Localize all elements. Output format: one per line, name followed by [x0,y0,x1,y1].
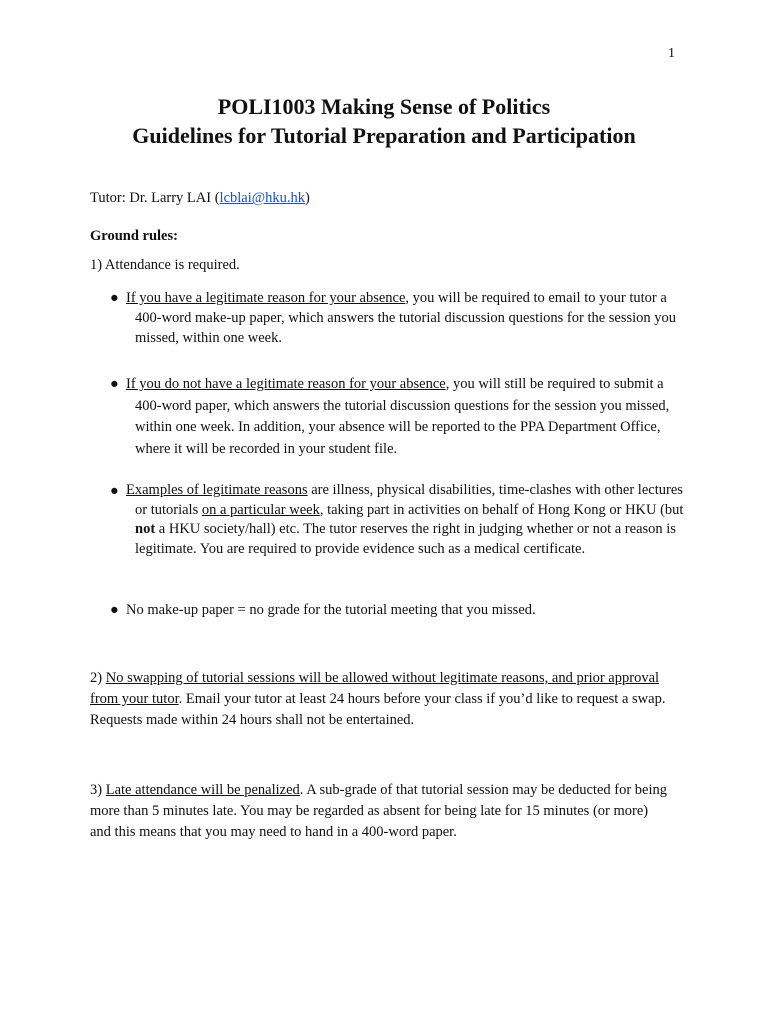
bullet-3-part4: a HKU society/hall) etc. The tutor reserves the right in judging whether or not a reason is legitimate. You are required to provide evidence such as a medical certificate. [135,521,676,557]
document-title: POLI1003 Making Sense of Politics [217,94,551,119]
rule-2-underlined-2: from your tutor [90,691,179,707]
rule-2-num: 2) [90,670,106,686]
tutor-email-link[interactable]: lcblai@hku.hk [219,190,305,206]
bullet-4-icon: ● [110,602,119,618]
bullet-2-underlined: If you do not have a legitimate reason for your absence [126,376,446,392]
bullet-4-text: No make-up paper = no grade for the tutorial meeting that you missed. [126,602,536,618]
rule-1-text: 1) Attendance is required. [90,257,240,273]
bullet-1-rest: , you will be required to email to your tutor a 400-word make-up paper, which answers the tutorial discussion questions for the session you missed, within one week. [135,290,677,346]
bullet-3-underlined2: on a particular week [201,501,320,518]
bullet-1-underlined: If you have a legitimate reason for your absence [126,290,406,306]
bullet-3-bold: not [135,521,156,537]
rule-2-rest: . Email your tutor at least 24 hours before your class if you’d like to request a swap. Requests made within 24 hours shall not be entertained. [90,691,666,728]
tutor-suffix: ) [304,190,310,206]
bullet-1-icon: ● [110,290,119,306]
rule-3-underlined: Late attendance will be penalized [105,782,300,798]
rule-3-num: 3) [90,782,106,798]
bullet-3-text [126,481,685,559]
tutor-line [90,188,310,209]
bullet-2-rest: , you will still be required to submit a 400-word paper, which answers the tutorial discussion questions for the session you missed, within one week. In addition, your absence will be reported to the PPA Department Office, where it will be recorded in your student file. [135,376,670,457]
bullet-3-underlined: Examples of legitimate reasons [126,482,308,498]
bullet-2-text [126,374,685,460]
rule-2-text [90,668,670,731]
page-number: 1 [668,46,675,61]
bullet-3-icon: ● [110,483,119,499]
bullet-2-icon: ● [110,376,119,392]
bullet-1-text [126,288,685,348]
ground-rules-heading: Ground rules: [90,228,178,244]
document-subtitle: Guidelines for Tutorial Preparation and Participation [132,123,636,148]
rule-2-underlined-1: No swapping of tutorial sessions will be allowed without legitimate reasons, and prior approval [105,670,660,686]
tutor-prefix: Tutor: Dr. Larry LAI ( [90,190,220,206]
bullet-3-part3: , taking part in activities on behalf of Hong Kong or HKU (but [319,501,684,518]
bullet-3-part2: are illness, physical disabilities, time-clashes with other lectures or tutorials [135,482,683,518]
rule-3-text [90,780,670,843]
rule-3-rest: . A sub-grade of that tutorial session may be deducted for being more than 5 minutes late. You may be regarded as absent for being late for 15 minutes (or more) and this means that you may need to hand in a 400-word paper. [90,782,668,840]
